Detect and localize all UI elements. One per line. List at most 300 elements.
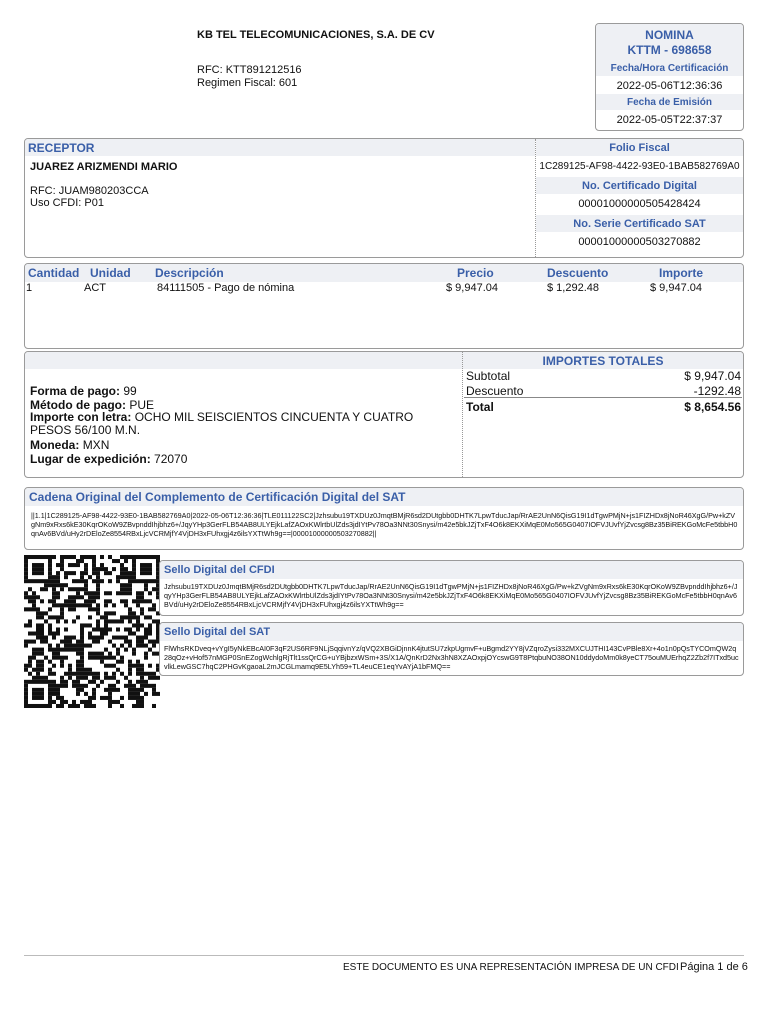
qr-module [72, 599, 76, 603]
qr-module [44, 636, 48, 640]
qr-module [52, 555, 56, 559]
qr-module [120, 696, 124, 700]
importe-letra-label: Importe con letra: [30, 410, 132, 424]
qr-module [108, 571, 112, 575]
qr-module [64, 619, 68, 623]
qr-module [124, 591, 128, 595]
qr-module [36, 676, 40, 680]
qr-module [100, 660, 104, 664]
qr-module [140, 696, 144, 700]
qr-module [80, 636, 84, 640]
qr-module [128, 660, 132, 664]
forma-pago [30, 384, 137, 398]
serie-sat-value: 00001000000503270882 [578, 236, 701, 248]
qr-module [140, 571, 144, 575]
qr-module [68, 555, 72, 559]
qr-module [60, 587, 64, 591]
lugar-expedicion [30, 452, 187, 466]
qr-module [88, 615, 92, 619]
qr-module [92, 672, 96, 676]
qr-module [24, 567, 28, 571]
qr-module [68, 571, 72, 575]
qr-module [96, 571, 100, 575]
qr-module [36, 563, 40, 567]
qr-module [116, 636, 120, 640]
qr-module [124, 571, 128, 575]
qr-module [140, 684, 144, 688]
qr-module [100, 636, 104, 640]
qr-module [72, 644, 76, 648]
qr-module [108, 611, 112, 615]
sello-sat-text: FlWhsRKDveq+vYgI5yNkEBcAI0F3qF2US6RF9NLjSqqivnYz/qVQ2XBGiDjnnK4jtutSU7zkpUgmvF+uBgmd2YY8jVZqroZysi332MXCUJTHI143CvPBle8Xr+4o1n0pQsTYCOmQW2q28qOz+vHof57nMGP0SnEZogWchlgRjTlt1ssQrCG+uYBjbzxWSm+3S/X1A/QnKrD2Nx3hN8XZAOxpjOYcswG9T8PtqbuNO38ON10ddydoMm0k8yeCT75ouMUErhqZ2Zb2f7ITxd5ucvlkLewGSC7hqC2PHGvKgaoaL2mJCGLmamq9E5LYh59+TL4euCE1eqYvAYjA1bFMQ== [164, 644, 739, 671]
qr-module [108, 640, 112, 644]
qr-module [52, 615, 56, 619]
qr-module [104, 656, 108, 660]
qr-module [96, 623, 100, 627]
emision-label: Fecha de Emisión [626, 97, 713, 108]
qr-module [56, 692, 60, 696]
qr-module [80, 700, 84, 704]
qr-module [148, 676, 152, 680]
qr-module [80, 555, 84, 559]
qr-module [52, 692, 56, 696]
qr-module [24, 640, 28, 644]
qr-module [32, 692, 36, 696]
qr-module [128, 627, 132, 631]
qr-module [96, 636, 100, 640]
qr-module [104, 571, 108, 575]
qr-module [24, 575, 28, 579]
qr-module [88, 555, 92, 559]
qr-module [44, 640, 48, 644]
totales-heading: IMPORTES TOTALES [542, 354, 664, 368]
qr-module [72, 563, 76, 567]
qr-module [128, 640, 132, 644]
qr-module [40, 571, 44, 575]
footer-leyenda: ESTE DOCUMENTO ES UNA REPRESENTACIÓN IMPRESA DE UN CFDI [343, 962, 679, 973]
qr-module [140, 563, 144, 567]
qr-module [116, 688, 120, 692]
qr-module [48, 668, 52, 672]
emision-value: 2022-05-05T22:37:37 [616, 114, 723, 126]
qr-module [60, 563, 64, 567]
qr-module [84, 603, 88, 607]
qr-module [140, 688, 144, 692]
qr-module [60, 583, 64, 587]
qr-module [64, 603, 68, 607]
qr-module [36, 579, 40, 583]
qr-module [148, 579, 152, 583]
qr-module [48, 672, 52, 676]
qr-module [40, 692, 44, 696]
qr-module [32, 591, 36, 595]
qr-module [52, 587, 56, 591]
qr-module [148, 640, 152, 644]
qr-module [32, 579, 36, 583]
qr-module [104, 611, 108, 615]
qr-module [28, 656, 32, 660]
qr-module [84, 672, 88, 676]
qr-module [88, 672, 92, 676]
qr-module [36, 660, 40, 664]
qr-module [100, 656, 104, 660]
qr-module [80, 656, 84, 660]
qr-module [132, 648, 136, 652]
qr-module [136, 640, 140, 644]
qr-module [88, 607, 92, 611]
qr-module [40, 640, 44, 644]
qr-module [84, 684, 88, 688]
qr-module [92, 595, 96, 599]
qr-module [60, 680, 64, 684]
qr-module [80, 684, 84, 688]
qr-module [48, 599, 52, 603]
qr-module [136, 660, 140, 664]
qr-module [28, 704, 32, 708]
qr-module [96, 607, 100, 611]
qr-module [52, 664, 56, 668]
qr-module [136, 644, 140, 648]
qr-module [48, 704, 52, 708]
qr-module [64, 644, 68, 648]
qr-module [140, 700, 144, 704]
qr-module [92, 652, 96, 656]
qr-module [116, 575, 120, 579]
qr-module [124, 603, 128, 607]
qr-module [148, 627, 152, 631]
qr-module [112, 672, 116, 676]
qr-module [124, 676, 128, 680]
qr-module [36, 607, 40, 611]
qr-module [48, 692, 52, 696]
qr-module [56, 591, 60, 595]
qr-module [88, 656, 92, 660]
qr-module [104, 672, 108, 676]
qr-module [96, 672, 100, 676]
qr-module [136, 599, 140, 603]
qr-module [36, 664, 40, 668]
qr-module [128, 571, 132, 575]
qr-module [28, 623, 32, 627]
metodo-pago-label: Método de pago: [30, 398, 126, 412]
qr-module [104, 696, 108, 700]
qr-module [100, 615, 104, 619]
qr-module [104, 648, 108, 652]
qr-code [24, 555, 160, 708]
qr-module [128, 668, 132, 672]
qr-module [136, 603, 140, 607]
qr-module [76, 668, 80, 672]
receptor-rfc: RFC: JUAM980203CCA [30, 185, 149, 197]
qr-module [128, 611, 132, 615]
receptor-heading: RECEPTOR [28, 141, 95, 155]
qr-module [96, 652, 100, 656]
qr-module [64, 627, 68, 631]
qr-module [72, 684, 76, 688]
qr-module [76, 652, 80, 656]
qr-module [48, 696, 52, 700]
qr-module [120, 575, 124, 579]
qr-module [40, 555, 44, 559]
qr-module [88, 575, 92, 579]
qr-module [108, 619, 112, 623]
qr-module [84, 591, 88, 595]
qr-module [76, 587, 80, 591]
qr-module [80, 660, 84, 664]
qr-module [148, 664, 152, 668]
qr-module [40, 611, 44, 615]
qr-module [128, 615, 132, 619]
qr-module [100, 680, 104, 684]
sello-sat-heading: Sello Digital del SAT [164, 626, 271, 638]
emisor-rfc: RFC: KTT891212516 [197, 64, 302, 76]
receptor-uso: Uso CFDI: P01 [30, 197, 104, 209]
qr-module [108, 696, 112, 700]
qr-module [76, 648, 80, 652]
qr-module [72, 704, 76, 708]
qr-module [148, 555, 152, 559]
qr-module [116, 619, 120, 623]
qr-module [108, 684, 112, 688]
qr-module [132, 563, 136, 567]
cell-unidad: ACT [84, 282, 106, 294]
qr-module [140, 704, 144, 708]
qr-module [68, 607, 72, 611]
qr-module [48, 632, 52, 636]
qr-module [44, 676, 48, 680]
qr-module [56, 563, 60, 567]
qr-module [116, 652, 120, 656]
qr-module [148, 571, 152, 575]
qr-module [112, 644, 116, 648]
qr-module [28, 632, 32, 636]
qr-module [76, 591, 80, 595]
qr-module [124, 575, 128, 579]
qr-module [84, 700, 88, 704]
qr-module [56, 704, 60, 708]
qr-module [128, 664, 132, 668]
qr-module [96, 575, 100, 579]
qr-module [28, 680, 32, 684]
qr-module [96, 595, 100, 599]
qr-module [76, 559, 80, 563]
qr-module [56, 688, 60, 692]
qr-module [60, 700, 64, 704]
qr-module [136, 704, 140, 708]
qr-module [28, 660, 32, 664]
qr-module [60, 664, 64, 668]
qr-module [44, 619, 48, 623]
qr-module [100, 555, 104, 559]
qr-module [80, 652, 84, 656]
qr-module [108, 664, 112, 668]
qr-module [104, 676, 108, 680]
qr-module [148, 563, 152, 567]
qr-module [152, 652, 156, 656]
folio-label: Folio Fiscal [609, 142, 670, 154]
qr-module [88, 668, 92, 672]
qr-module [56, 583, 60, 587]
qr-module [88, 696, 92, 700]
qr-module [28, 672, 32, 676]
qr-module [84, 555, 88, 559]
qr-module [136, 595, 140, 599]
qr-module [136, 692, 140, 696]
qr-module [76, 684, 80, 688]
qr-module [44, 583, 48, 587]
qr-module [32, 632, 36, 636]
cert-digital-value: 00001000000505428424 [578, 198, 701, 210]
qr-module [40, 660, 44, 664]
qr-module [132, 555, 136, 559]
qr-module [60, 696, 64, 700]
qr-module [72, 619, 76, 623]
qr-module [80, 627, 84, 631]
qr-module [100, 652, 104, 656]
qr-module [28, 579, 32, 583]
qr-module [144, 632, 148, 636]
cadena-heading: Cadena Original del Complemento de Certificación Digital del SAT [29, 490, 406, 504]
qr-module [56, 595, 60, 599]
qr-module [72, 680, 76, 684]
qr-module [136, 700, 140, 704]
qr-module [76, 595, 80, 599]
qr-module [60, 648, 64, 652]
qr-module [156, 692, 160, 696]
qr-module [60, 567, 64, 571]
qr-module [80, 688, 84, 692]
qr-module [24, 607, 28, 611]
qr-module [68, 676, 72, 680]
cell-importe: $ 9,947.04 [650, 282, 702, 294]
qr-module [64, 571, 68, 575]
qr-module [60, 603, 64, 607]
footer-pagina: Página 1 de 6 [680, 961, 748, 973]
qr-module [116, 627, 120, 631]
qr-module [68, 595, 72, 599]
qr-module [36, 652, 40, 656]
qr-module [72, 603, 76, 607]
qr-module [80, 632, 84, 636]
qr-module [132, 652, 136, 656]
qr-module [24, 559, 28, 563]
qr-module [80, 623, 84, 627]
qr-module [140, 636, 144, 640]
qr-module [60, 704, 64, 708]
qr-module [28, 664, 32, 668]
qr-module [152, 688, 156, 692]
qr-module [152, 672, 156, 676]
cadena-box [24, 487, 744, 550]
qr-module [152, 676, 156, 680]
qr-module [24, 700, 28, 704]
qr-module [136, 555, 140, 559]
qr-module [144, 571, 148, 575]
cell-descripcion: 84111505 - Pago de nómina [157, 282, 295, 294]
qr-module [40, 563, 44, 567]
qr-module [152, 619, 156, 623]
qr-module [72, 636, 76, 640]
nomina-box [595, 23, 744, 131]
qr-module [48, 688, 52, 692]
qr-module [128, 644, 132, 648]
qr-module [52, 632, 56, 636]
qr-module [72, 648, 76, 652]
qr-module [152, 644, 156, 648]
qr-module [100, 696, 104, 700]
qr-module [148, 623, 152, 627]
qr-module [152, 704, 156, 708]
qr-module [44, 587, 48, 591]
qr-module [24, 684, 28, 688]
qr-module [128, 684, 132, 688]
qr-module [28, 555, 32, 559]
qr-module [100, 579, 104, 583]
qr-module [52, 656, 56, 660]
qr-module [76, 615, 80, 619]
qr-module [52, 672, 56, 676]
qr-module [128, 672, 132, 676]
qr-module [120, 672, 124, 676]
qr-module [124, 583, 128, 587]
moneda [30, 438, 109, 452]
cell-precio: $ 9,947.04 [446, 282, 498, 294]
qr-module [84, 587, 88, 591]
qr-module [32, 656, 36, 660]
cert-value: 2022-05-06T12:36:36 [616, 80, 723, 92]
qr-module [152, 692, 156, 696]
qr-module [40, 688, 44, 692]
qr-module [60, 559, 64, 563]
qr-module [24, 595, 28, 599]
qr-module [128, 607, 132, 611]
qr-module [24, 623, 28, 627]
qr-module [124, 599, 128, 603]
qr-module [120, 567, 124, 571]
qr-module [140, 640, 144, 644]
qr-module [132, 599, 136, 603]
qr-module [44, 555, 48, 559]
qr-module [40, 599, 44, 603]
moneda-value: MXN [82, 438, 110, 452]
qr-module [92, 563, 96, 567]
qr-module [72, 607, 76, 611]
qr-module [64, 672, 68, 676]
qr-module [32, 696, 36, 700]
qr-module [144, 579, 148, 583]
qr-module [136, 668, 140, 672]
qr-module [32, 571, 36, 575]
qr-module [144, 652, 148, 656]
qr-module [44, 704, 48, 708]
qr-module [104, 615, 108, 619]
qr-module [36, 648, 40, 652]
qr-module [148, 648, 152, 652]
descuento-label: Descuento [466, 384, 524, 398]
qr-module [80, 587, 84, 591]
qr-module [132, 664, 136, 668]
qr-module [32, 567, 36, 571]
qr-module [108, 599, 112, 603]
qr-module [76, 680, 80, 684]
qr-module [32, 563, 36, 567]
qr-module [36, 636, 40, 640]
qr-module [136, 696, 140, 700]
qr-module [56, 603, 60, 607]
qr-module [124, 627, 128, 631]
qr-module [100, 627, 104, 631]
qr-module [52, 636, 56, 640]
